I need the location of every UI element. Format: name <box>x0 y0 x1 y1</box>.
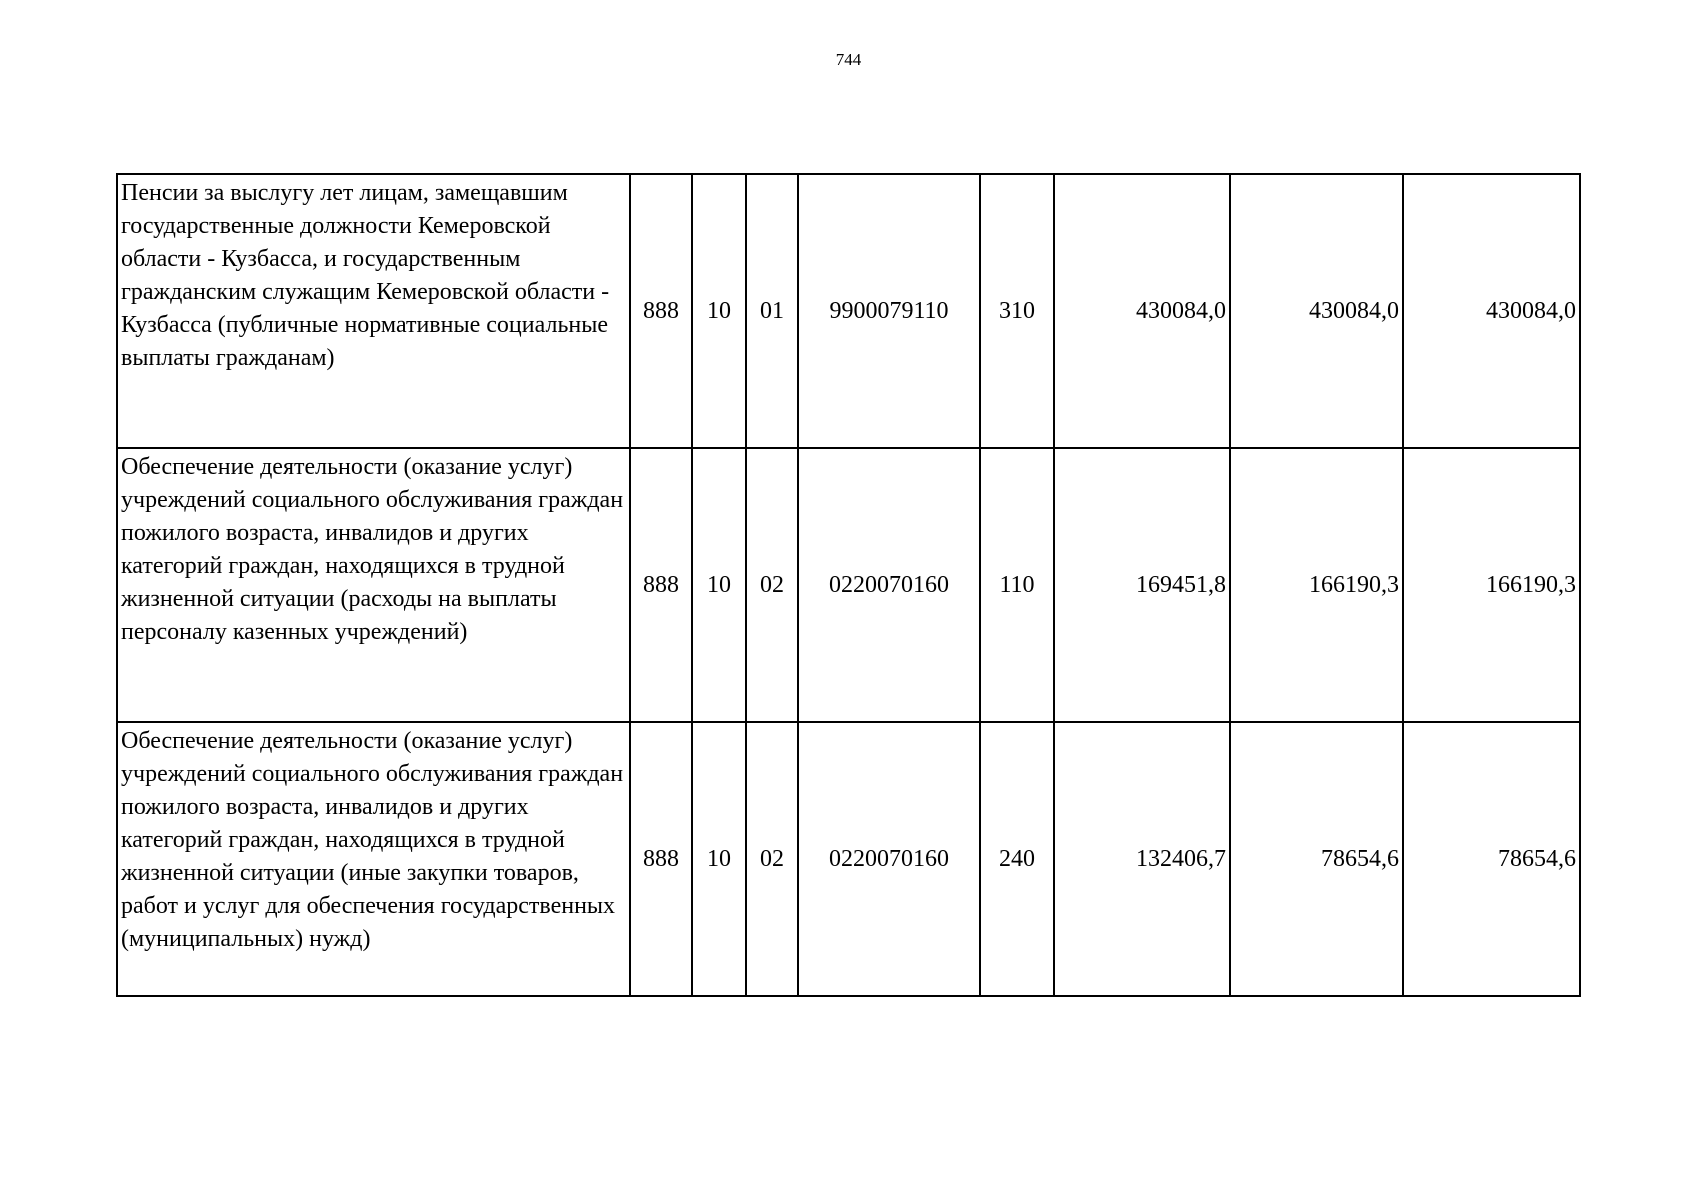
target-article-code: 0220070160 <box>798 448 980 722</box>
amount-year-2: 166190,3 <box>1230 448 1403 722</box>
amount-year-2: 78654,6 <box>1230 722 1403 996</box>
row-description: Пенсии за выслугу лет лицам, замещавшим государственные должности Кемеровской области - Кузбасса, и государственным гражданским служащим Кемеровской области - Кузбасса (публичные нормативные социальные выплаты гражданам) <box>117 174 630 448</box>
amount-year-2: 430084,0 <box>1230 174 1403 448</box>
subsection-code: 02 <box>746 722 798 996</box>
budget-table <box>116 173 1581 997</box>
subsection-code: 02 <box>746 448 798 722</box>
amount-year-3: 430084,0 <box>1403 174 1580 448</box>
amount-year-1: 169451,8 <box>1054 448 1230 722</box>
expense-type-code: 110 <box>980 448 1054 722</box>
subsection-code: 01 <box>746 174 798 448</box>
expense-type-code: 240 <box>980 722 1054 996</box>
amount-year-1: 132406,7 <box>1054 722 1230 996</box>
target-article-code: 0220070160 <box>798 722 980 996</box>
expense-type-code: 310 <box>980 174 1054 448</box>
row-description: Обеспечение деятельности (оказание услуг) учреждений социального обслуживания граждан пожилого возраста, инвалидов и других категорий граждан, находящихся в трудной жизненной ситуации (расходы на выплаты персоналу казенных учреждений) <box>117 448 630 722</box>
row-description: Обеспечение деятельности (оказание услуг) учреждений социального обслуживания граждан пожилого возраста, инвалидов и других категорий граждан, находящихся в трудной жизненной ситуации (иные закупки товаров, работ и услуг для обеспечения государственных (муниципальных) нужд) <box>117 722 630 996</box>
ministry-code: 888 <box>630 722 692 996</box>
ministry-code: 888 <box>630 448 692 722</box>
amount-year-1: 430084,0 <box>1054 174 1230 448</box>
section-code: 10 <box>692 448 746 722</box>
table-row <box>117 174 1580 448</box>
target-article-code: 9900079110 <box>798 174 980 448</box>
amount-year-3: 78654,6 <box>1403 722 1580 996</box>
amount-year-3: 166190,3 <box>1403 448 1580 722</box>
section-code: 10 <box>692 722 746 996</box>
table-row <box>117 448 1580 722</box>
table-row <box>117 722 1580 996</box>
ministry-code: 888 <box>630 174 692 448</box>
section-code: 10 <box>692 174 746 448</box>
page-number: 744 <box>835 50 862 69</box>
